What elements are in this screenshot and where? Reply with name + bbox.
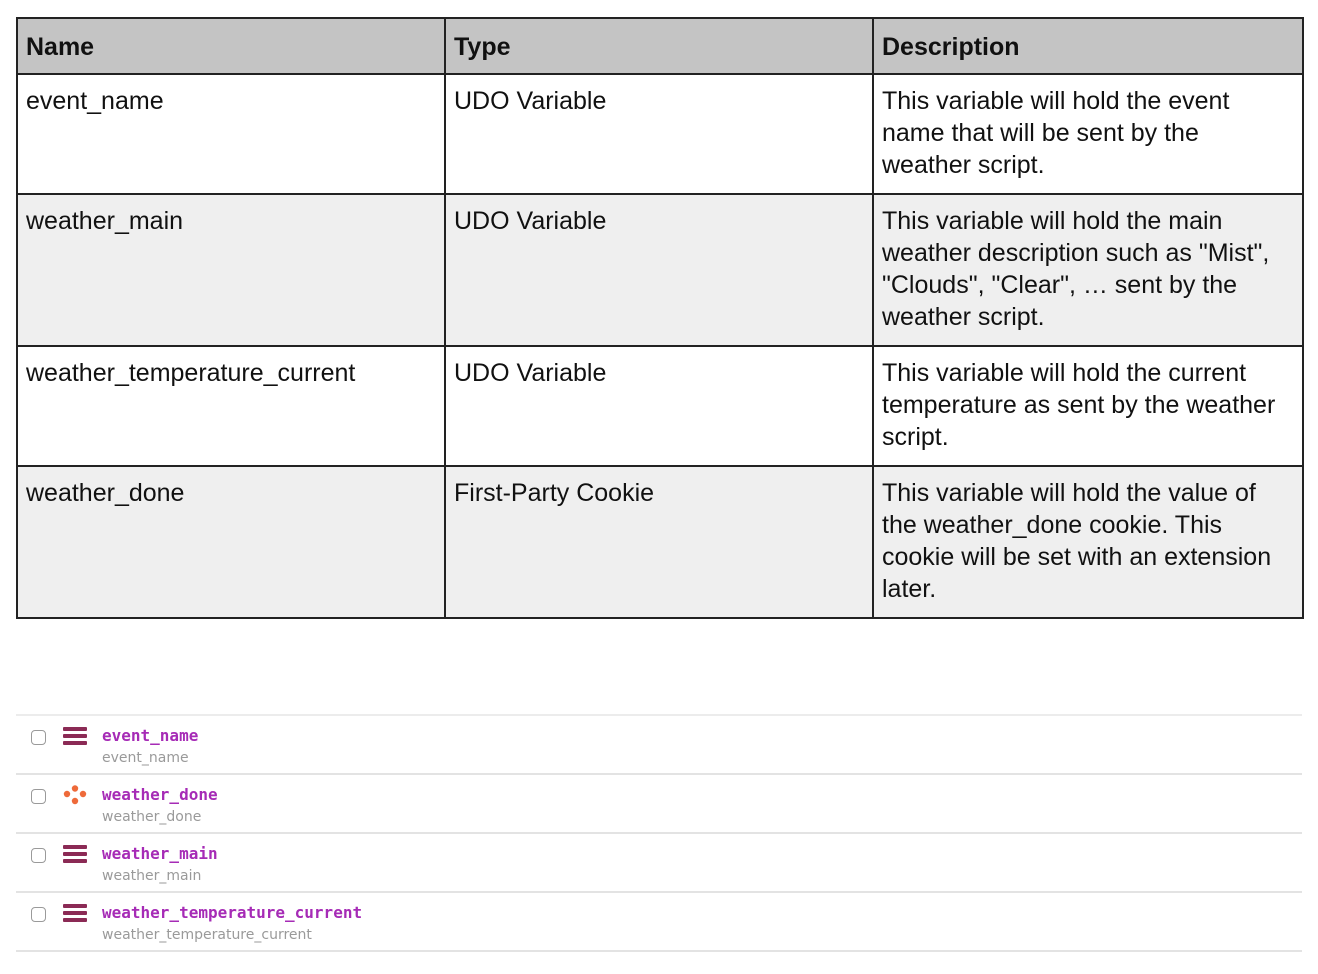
cell-description: This variable will hold the event name that will be sent by the weather script. [873,74,1303,194]
table-row [17,466,1303,618]
cell-type: UDO Variable [445,346,873,466]
variable-source: event_name [102,750,189,766]
cell-name: weather_done [17,466,445,618]
column-header-description: Description [873,18,1303,74]
variable-source: weather_main [102,868,202,884]
cell-name: weather_main [17,194,445,346]
table-row [17,74,1303,194]
select-checkbox[interactable] [31,789,46,804]
table-row [17,194,1303,346]
variable-name[interactable]: event_name [102,726,199,745]
list-item[interactable] [16,893,1302,952]
list-item[interactable] [16,834,1302,893]
select-checkbox[interactable] [31,907,46,922]
variable-source: weather_temperature_current [102,927,312,943]
udo-variable-icon [63,844,87,868]
cell-name: event_name [17,74,445,194]
cell-type: First-Party Cookie [445,466,873,618]
list-item[interactable] [16,716,1302,775]
cell-name: weather_temperature_current [17,346,445,466]
table-header-row [17,18,1303,74]
variable-name[interactable]: weather_done [102,785,218,804]
cookie-icon [63,785,87,809]
variable-list [16,714,1302,952]
cell-description: This variable will hold the value of the weather_done cookie. This cookie will be set with an extension later. [873,466,1303,618]
column-header-type: Type [445,18,873,74]
udo-variable-icon [63,726,87,750]
select-checkbox[interactable] [31,730,46,745]
cell-description: This variable will hold the current temperature as sent by the weather script. [873,346,1303,466]
cell-type: UDO Variable [445,74,873,194]
variable-name[interactable]: weather_main [102,844,218,863]
cell-type: UDO Variable [445,194,873,346]
udo-variable-icon [63,903,87,927]
table-row [17,346,1303,466]
list-item[interactable] [16,775,1302,834]
variables-table [16,17,1304,619]
select-checkbox[interactable] [31,848,46,863]
variable-source: weather_done [102,809,202,825]
cell-description: This variable will hold the main weather description such as "Mist", "Clouds", "Clear", … sent by the weather script. [873,194,1303,346]
column-header-name: Name [17,18,445,74]
variable-name[interactable]: weather_temperature_current [102,903,363,922]
